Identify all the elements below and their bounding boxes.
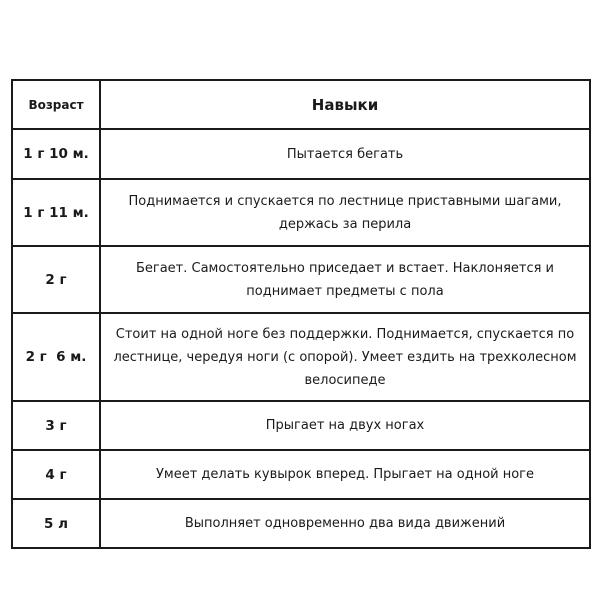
skill-cell [100, 499, 590, 548]
table-row [12, 313, 590, 401]
skill-cell [100, 401, 590, 450]
skill-cell [100, 313, 590, 401]
age-cell: 5 л [12, 499, 100, 548]
skill-cell [100, 450, 590, 499]
age-cell: 2 г 6 м. [12, 313, 100, 401]
header-skills: Навыки [100, 80, 590, 129]
header-age: Возраст [12, 80, 100, 129]
table-row [12, 499, 590, 548]
table-row [12, 450, 590, 499]
table-row [12, 401, 590, 450]
skill-text: Бегает. Самостоятельно приседает и встает. Наклоняется и поднимает предметы с пола [135, 260, 555, 299]
skill-text: Поднимается и спускается по лестнице приставными шагами, держась за перила [128, 193, 562, 232]
skill-cell [100, 129, 590, 179]
age-cell: 2 г [12, 246, 100, 313]
skill-cell [100, 179, 590, 246]
age-cell: 1 г 10 м. [12, 129, 100, 179]
age-cell: 3 г [12, 401, 100, 450]
skill-text: Стоит на одной ноге без поддержки. Поднимается, спускается по лестнице, чередуя ноги (с опорой). Умеет ездить на трехколесном велосипеде [113, 326, 577, 388]
skill-text: Пытается бегать [286, 146, 404, 162]
skills-table [11, 79, 591, 549]
skill-cell [100, 246, 590, 313]
skill-text: Выполняет одновременно два вида движений [184, 516, 506, 531]
skill-text: Прыгает на двух ногах [265, 418, 425, 433]
header-row [12, 80, 590, 129]
skill-text: Умеет делать кувырок вперед. Прыгает на одной ноге [155, 467, 535, 482]
table-row [12, 179, 590, 246]
age-cell: 1 г 11 м. [12, 179, 100, 246]
table-row [12, 129, 590, 179]
table-row [12, 246, 590, 313]
age-cell: 4 г [12, 450, 100, 499]
